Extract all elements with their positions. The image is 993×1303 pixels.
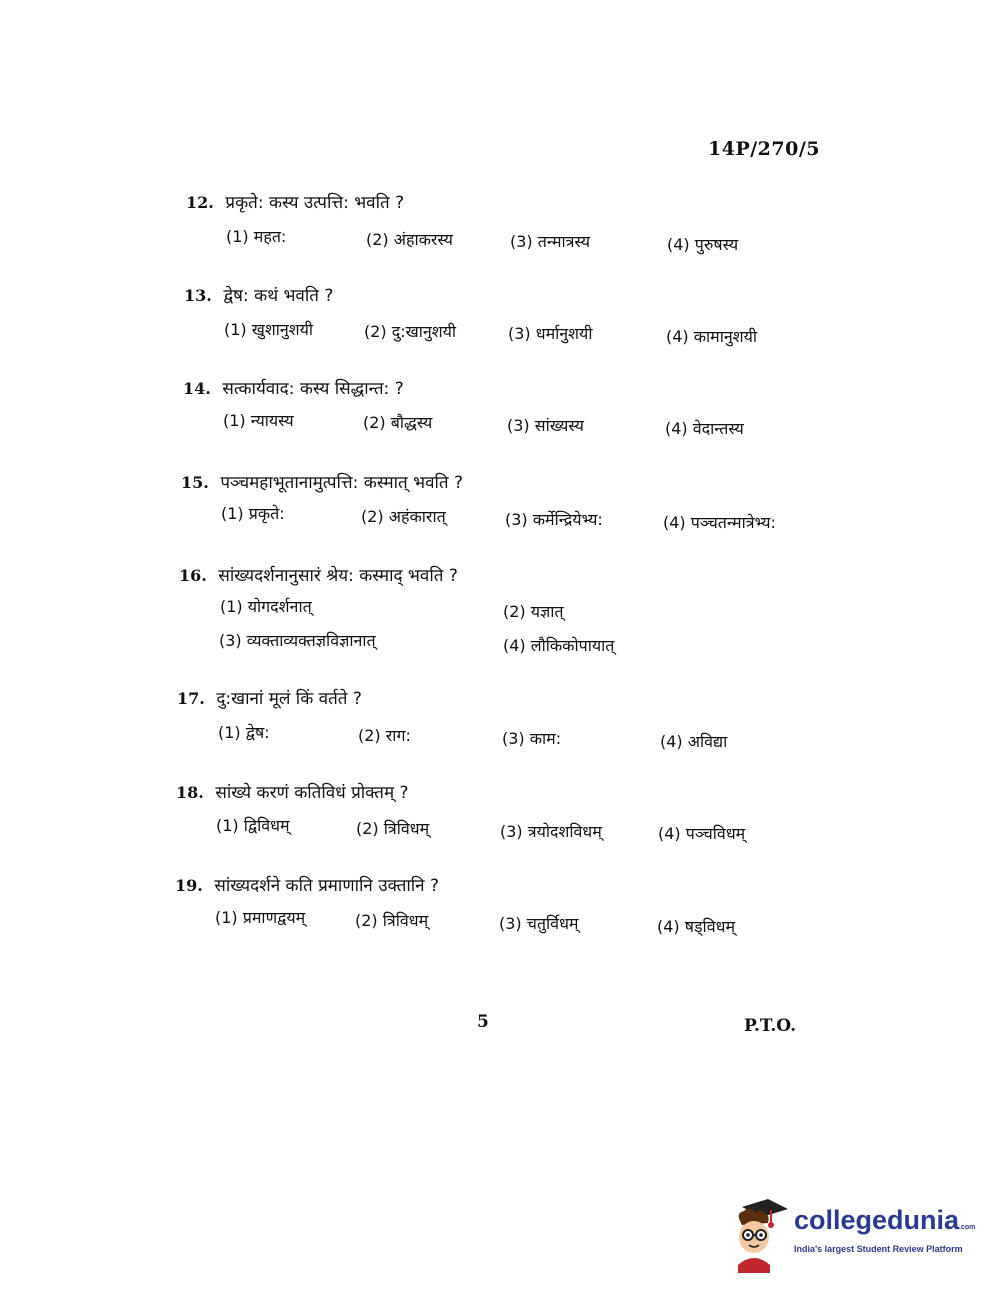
question-text: प्रकृते: कस्य उत्पत्ति: भवति ? [225,193,405,213]
page-number: 5 [477,1012,489,1032]
pto-label: P.T.O. [744,1016,796,1036]
option-1: (1) महत: [226,227,287,246]
option-3: (3) कर्मेन्द्रियेभ्य: [505,510,603,529]
option-4: (4) पञ्चविधम् [658,824,746,843]
option-1: (1) द्वेष: [218,723,270,742]
option-2: (2) दु:खानुशयी [364,322,457,341]
option-1: (1) द्विविधम् [216,816,290,835]
option-2: (2) बौद्धस्य [363,413,433,432]
brand-suffix: .com [959,1224,976,1231]
question-text: सांख्यदर्शनानुसारं श्रेय: कस्माद् भवति ? [218,566,458,586]
question-number: 18. [176,783,204,802]
mascot-icon [730,1193,792,1273]
option-2: (2) राग: [358,726,411,745]
question-number: 17. [177,689,205,708]
brand-tagline: India's largest Student Review Platform [794,1244,963,1254]
option-2: (2) यज्ञात् [503,602,564,621]
option-3: (3) चतुर्विधम् [499,914,579,933]
question-number: 15. [181,473,209,492]
paper-code: 14P/270/5 [708,138,820,160]
option-4: (4) लौकिकोपायात् [503,636,615,655]
option-2: (2) त्रिविधम् [355,911,429,930]
option-3: (3) धर्मानुशयी [508,324,593,343]
option-3: (3) सांख्यस्य [507,416,584,435]
question-text: पञ्चमहाभूतानामुत्पत्ति: कस्मात् भवति ? [220,473,464,493]
option-2: (2) अंहाकरस्य [366,230,453,249]
option-1: (1) प्रकृते: [221,504,285,523]
question-number: 16. [179,566,207,585]
option-2: (2) अहंकारात् [361,507,446,526]
question-number: 13. [184,286,212,305]
option-1: (1) योगदर्शनात् [220,597,312,616]
option-4: (4) पुरुषस्य [667,235,739,254]
option-4: (4) वेदान्तस्य [665,419,744,438]
option-3: (3) व्यक्ताव्यक्तज्ञविज्ञानात् [219,631,376,650]
option-4: (4) कामानुशयी [666,327,758,346]
collegedunia-watermark [730,1193,976,1273]
question-text: सत्कार्यवाद: कस्य सिद्धान्त: ? [222,379,404,399]
option-2: (2) त्रिविधम् [356,819,430,838]
option-1: (1) प्रमाणद्वयम् [215,908,306,927]
option-1: (1) खुशानुशयी [224,320,314,339]
option-4: (4) षड्विधम् [657,917,736,936]
option-1: (1) न्यायस्य [223,411,294,430]
question-text: सांख्यदर्शने कति प्रमाणानि उक्तानि ? [214,876,440,896]
question-number: 14. [183,379,211,398]
option-3: (3) त्रयोदशविधम् [500,822,602,841]
option-3: (3) तन्मात्रस्य [510,232,591,251]
brand-name: collegedunia.com [794,1205,976,1235]
question-text: दु:खानां मूलं किं वर्तते ? [216,689,362,709]
question-number: 12. [186,193,214,212]
option-4: (4) अविद्या [660,732,728,751]
question-text: द्वेष: कथं भवति ? [223,286,334,306]
option-4: (4) पञ्चतन्मात्रेभ्य: [663,513,776,532]
question-number: 19. [175,876,203,895]
option-3: (3) काम: [502,729,562,748]
question-text: सांख्ये करणं कतिविधं प्रोक्तम् ? [215,783,409,803]
